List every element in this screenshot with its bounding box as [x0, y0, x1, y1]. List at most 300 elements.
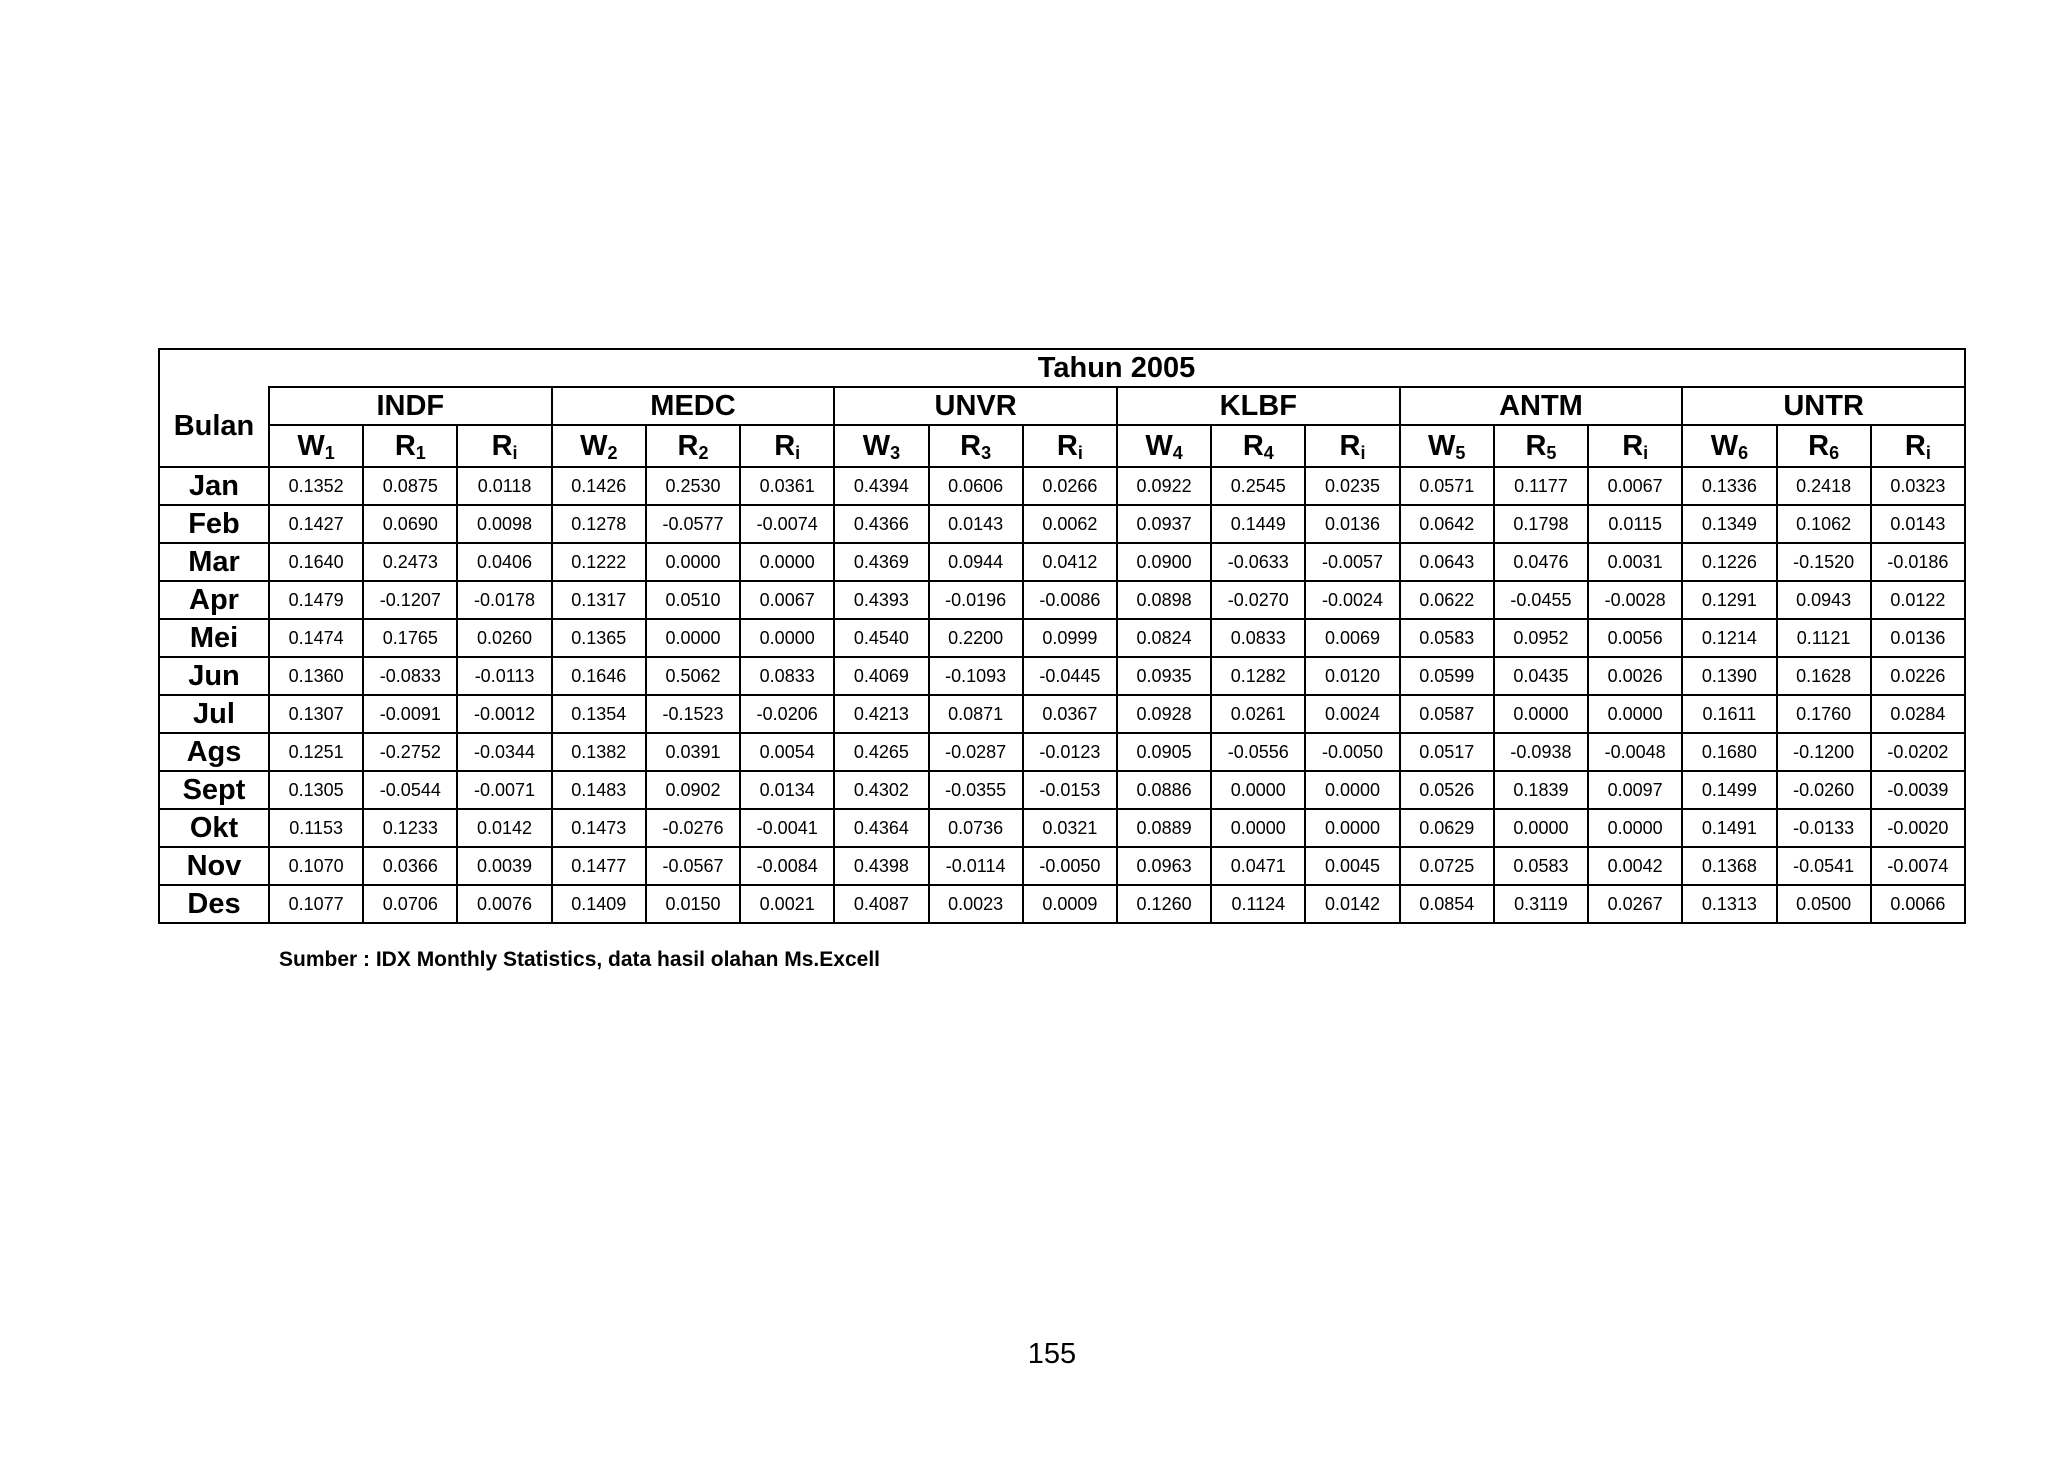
value-cell: 0.0583	[1494, 847, 1588, 885]
month-cell: Jan	[159, 467, 269, 505]
value-cell: 0.1483	[552, 771, 646, 809]
value-cell: 0.0066	[1871, 885, 1965, 923]
value-cell: 0.0875	[363, 467, 457, 505]
variable-subscript: i	[1360, 442, 1366, 463]
value-cell: -0.0071	[457, 771, 551, 809]
value-cell: 0.1477	[552, 847, 646, 885]
month-cell: Mar	[159, 543, 269, 581]
value-cell: 0.0476	[1494, 543, 1588, 581]
variable-symbol: W	[1145, 429, 1173, 462]
variable-header	[1023, 425, 1117, 467]
value-cell: 0.1278	[552, 505, 646, 543]
company-header-klbf: KLBF	[1117, 387, 1400, 425]
company-header-untr: UNTR	[1682, 387, 1965, 425]
variable-header	[1494, 425, 1588, 467]
value-cell: -0.0344	[457, 733, 551, 771]
bulan-header: Bulan	[159, 387, 269, 467]
value-cell: 0.0024	[1305, 695, 1399, 733]
value-cell: 0.1390	[1682, 657, 1776, 695]
value-cell: 0.0526	[1400, 771, 1494, 809]
company-header-unvr: UNVR	[834, 387, 1117, 425]
value-cell: 0.1426	[552, 467, 646, 505]
value-cell: 0.1798	[1494, 505, 1588, 543]
page-number: 155	[1027, 1338, 1077, 1370]
value-cell: 0.0045	[1305, 847, 1399, 885]
value-cell: 0.4366	[834, 505, 928, 543]
value-cell: 0.0871	[929, 695, 1023, 733]
value-cell: 0.1479	[269, 581, 363, 619]
value-cell: 0.4069	[834, 657, 928, 695]
value-cell: -0.0938	[1494, 733, 1588, 771]
variable-symbol: R	[1242, 429, 1264, 462]
value-cell: 0.1177	[1494, 467, 1588, 505]
variable-subscript: 4	[1263, 442, 1274, 463]
value-cell: 0.0999	[1023, 619, 1117, 657]
variable-header-row	[159, 425, 1965, 467]
value-cell: 0.0142	[1305, 885, 1399, 923]
value-cell: 0.0039	[457, 847, 551, 885]
variable-subscript: 6	[1829, 442, 1840, 463]
variable-symbol: R	[1904, 429, 1926, 462]
value-cell: 0.1409	[552, 885, 646, 923]
variable-subscript: 4	[1172, 442, 1183, 463]
value-cell: 0.0725	[1400, 847, 1494, 885]
value-cell: 0.1427	[269, 505, 363, 543]
month-cell: Feb	[159, 505, 269, 543]
table-row	[159, 733, 1965, 771]
value-cell: -0.0544	[363, 771, 457, 809]
variable-subscript: i	[795, 442, 801, 463]
value-cell: -0.0196	[929, 581, 1023, 619]
variable-symbol: R	[677, 429, 699, 462]
value-cell: -0.1520	[1777, 543, 1871, 581]
value-cell: 0.0321	[1023, 809, 1117, 847]
value-cell: 0.1352	[269, 467, 363, 505]
value-cell: 0.0622	[1400, 581, 1494, 619]
company-header-row	[159, 387, 1965, 425]
value-cell: 0.0226	[1871, 657, 1965, 695]
table-row	[159, 847, 1965, 885]
value-cell: 0.1765	[363, 619, 457, 657]
value-cell: 0.0136	[1871, 619, 1965, 657]
month-cell: Des	[159, 885, 269, 923]
variable-header	[1588, 425, 1682, 467]
month-cell: Jun	[159, 657, 269, 695]
month-cell: Apr	[159, 581, 269, 619]
variable-subscript: 6	[1738, 442, 1749, 463]
value-cell: 0.1214	[1682, 619, 1776, 657]
value-cell: 0.0922	[1117, 467, 1211, 505]
value-cell: 0.0000	[1305, 771, 1399, 809]
value-cell: 0.1382	[552, 733, 646, 771]
value-cell: 0.1640	[269, 543, 363, 581]
value-cell: 0.1839	[1494, 771, 1588, 809]
value-cell: 0.0583	[1400, 619, 1494, 657]
value-cell: 0.0928	[1117, 695, 1211, 733]
value-cell: 0.4087	[834, 885, 928, 923]
value-cell: 0.0000	[740, 543, 834, 581]
variable-symbol: W	[1428, 429, 1456, 462]
table-row	[159, 695, 1965, 733]
value-cell: 0.0937	[1117, 505, 1211, 543]
value-cell: 0.0056	[1588, 619, 1682, 657]
variable-symbol: R	[394, 429, 416, 462]
value-cell: 0.0435	[1494, 657, 1588, 695]
variable-symbol: R	[774, 429, 796, 462]
value-cell: 0.2530	[646, 467, 740, 505]
value-cell: -0.0050	[1023, 847, 1117, 885]
value-cell: -0.0202	[1871, 733, 1965, 771]
value-cell: 0.0000	[740, 619, 834, 657]
variable-header	[1400, 425, 1494, 467]
value-cell: 0.1499	[1682, 771, 1776, 809]
value-cell: -0.0084	[740, 847, 834, 885]
month-cell: Nov	[159, 847, 269, 885]
value-cell: 0.1354	[552, 695, 646, 733]
value-cell: 0.4394	[834, 467, 928, 505]
variable-subscript: 1	[324, 442, 335, 463]
variable-subscript: 3	[981, 442, 992, 463]
value-cell: 0.0833	[1211, 619, 1305, 657]
value-cell: 0.0706	[363, 885, 457, 923]
value-cell: -0.0039	[1871, 771, 1965, 809]
value-cell: 0.0009	[1023, 885, 1117, 923]
table-row	[159, 467, 1965, 505]
value-cell: 0.0000	[1588, 809, 1682, 847]
value-cell: 0.1251	[269, 733, 363, 771]
variable-header	[552, 425, 646, 467]
value-cell: -0.2752	[363, 733, 457, 771]
value-cell: 0.0076	[457, 885, 551, 923]
value-cell: 0.0367	[1023, 695, 1117, 733]
value-cell: -0.0186	[1871, 543, 1965, 581]
company-header-antm: ANTM	[1400, 387, 1683, 425]
value-cell: 0.0143	[929, 505, 1023, 543]
value-cell: -0.0028	[1588, 581, 1682, 619]
value-cell: -0.0057	[1305, 543, 1399, 581]
value-cell: 0.5062	[646, 657, 740, 695]
value-cell: 0.0120	[1305, 657, 1399, 695]
variable-subscript: i	[1925, 442, 1931, 463]
month-cell: Sept	[159, 771, 269, 809]
variable-header	[1777, 425, 1871, 467]
value-cell: 0.0235	[1305, 467, 1399, 505]
value-cell: -0.0260	[1777, 771, 1871, 809]
variable-header	[834, 425, 928, 467]
value-cell: -0.0123	[1023, 733, 1117, 771]
value-cell: 0.0069	[1305, 619, 1399, 657]
value-cell: 0.1282	[1211, 657, 1305, 695]
title-corner-cell	[159, 349, 269, 387]
value-cell: -0.0633	[1211, 543, 1305, 581]
variable-symbol: R	[1339, 429, 1361, 462]
value-cell: 0.0833	[740, 657, 834, 695]
value-cell: 0.1360	[269, 657, 363, 695]
value-cell: 0.1611	[1682, 695, 1776, 733]
value-cell: 0.1628	[1777, 657, 1871, 695]
company-header-medc: MEDC	[552, 387, 835, 425]
value-cell: -0.1523	[646, 695, 740, 733]
value-cell: 0.1226	[1682, 543, 1776, 581]
value-cell: -0.1207	[363, 581, 457, 619]
month-cell: Mei	[159, 619, 269, 657]
value-cell: 0.0000	[1211, 809, 1305, 847]
value-cell: 0.0736	[929, 809, 1023, 847]
variable-subscript: i	[1077, 442, 1083, 463]
value-cell: 0.0471	[1211, 847, 1305, 885]
value-cell: 0.0323	[1871, 467, 1965, 505]
value-cell: 0.0571	[1400, 467, 1494, 505]
value-cell: 0.0412	[1023, 543, 1117, 581]
value-cell: 0.0905	[1117, 733, 1211, 771]
value-cell: 0.2200	[929, 619, 1023, 657]
value-cell: -0.0091	[363, 695, 457, 733]
value-cell: 0.1473	[552, 809, 646, 847]
value-cell: 0.0031	[1588, 543, 1682, 581]
value-cell: 0.0643	[1400, 543, 1494, 581]
month-cell: Okt	[159, 809, 269, 847]
value-cell: -0.0270	[1211, 581, 1305, 619]
value-cell: 0.0943	[1777, 581, 1871, 619]
value-cell: -0.1093	[929, 657, 1023, 695]
value-cell: 0.0042	[1588, 847, 1682, 885]
value-cell: 0.0067	[740, 581, 834, 619]
value-cell: -0.0012	[457, 695, 551, 733]
value-cell: 0.2473	[363, 543, 457, 581]
value-cell: 0.0898	[1117, 581, 1211, 619]
value-cell: 0.0900	[1117, 543, 1211, 581]
value-cell: 0.3119	[1494, 885, 1588, 923]
value-cell: 0.0115	[1588, 505, 1682, 543]
month-cell: Ags	[159, 733, 269, 771]
value-cell: 0.0902	[646, 771, 740, 809]
value-cell: 0.1760	[1777, 695, 1871, 733]
value-cell: -0.0086	[1023, 581, 1117, 619]
value-cell: 0.0054	[740, 733, 834, 771]
variable-subscript: 5	[1455, 442, 1466, 463]
value-cell: 0.1291	[1682, 581, 1776, 619]
value-cell: 0.0097	[1588, 771, 1682, 809]
value-cell: 0.0587	[1400, 695, 1494, 733]
variable-subscript: 2	[698, 442, 709, 463]
variable-symbol: W	[1710, 429, 1739, 462]
variable-header	[269, 425, 363, 467]
value-cell: -0.0206	[740, 695, 834, 733]
value-cell: 0.0889	[1117, 809, 1211, 847]
value-cell: 0.0510	[646, 581, 740, 619]
value-cell: 0.0000	[1305, 809, 1399, 847]
value-cell: 0.0944	[929, 543, 1023, 581]
value-cell: 0.0136	[1305, 505, 1399, 543]
value-cell: 0.1365	[552, 619, 646, 657]
variable-symbol: W	[580, 429, 608, 462]
value-cell: 0.1222	[552, 543, 646, 581]
variable-symbol: R	[1808, 429, 1830, 462]
value-cell: 0.1124	[1211, 885, 1305, 923]
value-cell: -0.0133	[1777, 809, 1871, 847]
value-cell: 0.4393	[834, 581, 928, 619]
value-cell: 0.1153	[269, 809, 363, 847]
variable-subscript: 3	[890, 442, 901, 463]
value-cell: 0.0000	[1588, 695, 1682, 733]
variable-header	[929, 425, 1023, 467]
value-cell: 0.0886	[1117, 771, 1211, 809]
value-cell: 0.0690	[363, 505, 457, 543]
table-row	[159, 505, 1965, 543]
table-row	[159, 581, 1965, 619]
value-cell: -0.0048	[1588, 733, 1682, 771]
value-cell: 0.4364	[834, 809, 928, 847]
value-cell: 0.1070	[269, 847, 363, 885]
variable-symbol: W	[862, 429, 891, 462]
value-cell: 0.0606	[929, 467, 1023, 505]
variable-symbol: R	[1525, 429, 1547, 462]
value-cell: -0.1200	[1777, 733, 1871, 771]
value-cell: 0.0935	[1117, 657, 1211, 695]
value-cell: 0.0406	[457, 543, 551, 581]
value-cell: 0.1317	[552, 581, 646, 619]
variable-subscript: i	[512, 442, 518, 463]
value-cell: 0.1062	[1777, 505, 1871, 543]
value-cell: 0.1368	[1682, 847, 1776, 885]
value-cell: -0.0020	[1871, 809, 1965, 847]
value-cell: 0.0391	[646, 733, 740, 771]
table-row	[159, 543, 1965, 581]
value-cell: 0.1121	[1777, 619, 1871, 657]
variable-symbol: R	[1056, 429, 1078, 462]
value-cell: 0.4540	[834, 619, 928, 657]
variable-header	[1871, 425, 1965, 467]
value-cell: 0.1305	[269, 771, 363, 809]
value-cell: 0.0261	[1211, 695, 1305, 733]
source-note: Sumber : IDX Monthly Statistics, data hasil olahan Ms.Excell	[279, 948, 880, 971]
table-row	[159, 885, 1965, 923]
value-cell: -0.0050	[1305, 733, 1399, 771]
variable-header	[363, 425, 457, 467]
value-cell: 0.0000	[1494, 809, 1588, 847]
value-cell: 0.1491	[1682, 809, 1776, 847]
value-cell: 0.0062	[1023, 505, 1117, 543]
value-cell: 0.0361	[740, 467, 834, 505]
value-cell: -0.0355	[929, 771, 1023, 809]
variable-header	[646, 425, 740, 467]
value-cell: 0.0134	[740, 771, 834, 809]
value-cell: 0.0098	[457, 505, 551, 543]
table-row	[159, 657, 1965, 695]
variable-header	[1305, 425, 1399, 467]
value-cell: 0.0260	[457, 619, 551, 657]
variable-symbol: W	[297, 429, 325, 462]
variable-symbol: R	[1622, 429, 1644, 462]
stock-return-table	[158, 348, 1966, 924]
variable-subscript: 5	[1546, 442, 1557, 463]
value-cell: 0.0026	[1588, 657, 1682, 695]
table-row	[159, 619, 1965, 657]
table-row	[159, 771, 1965, 809]
value-cell: 0.0142	[457, 809, 551, 847]
value-cell: -0.0445	[1023, 657, 1117, 695]
value-cell: -0.0567	[646, 847, 740, 885]
value-cell: 0.1349	[1682, 505, 1776, 543]
value-cell: 0.0021	[740, 885, 834, 923]
value-cell: 0.0143	[1871, 505, 1965, 543]
variable-subscript: 2	[607, 442, 618, 463]
value-cell: 0.1680	[1682, 733, 1776, 771]
value-cell: -0.0114	[929, 847, 1023, 885]
value-cell: 0.0642	[1400, 505, 1494, 543]
value-cell: -0.0074	[1871, 847, 1965, 885]
value-cell: 0.0150	[646, 885, 740, 923]
value-cell: -0.0276	[646, 809, 740, 847]
value-cell: 0.0366	[363, 847, 457, 885]
variable-subscript: 1	[415, 442, 426, 463]
variable-header	[1682, 425, 1776, 467]
value-cell: -0.0074	[740, 505, 834, 543]
table-title: Tahun 2005	[269, 349, 1965, 387]
value-cell: 0.0266	[1023, 467, 1117, 505]
table-title-row	[159, 349, 1965, 387]
value-cell: 0.1307	[269, 695, 363, 733]
value-cell: 0.1336	[1682, 467, 1776, 505]
value-cell: 0.0000	[1494, 695, 1588, 733]
value-cell: -0.0833	[363, 657, 457, 695]
value-cell: -0.0024	[1305, 581, 1399, 619]
value-cell: 0.4302	[834, 771, 928, 809]
value-cell: 0.1233	[363, 809, 457, 847]
value-cell: -0.0113	[457, 657, 551, 695]
value-cell: 0.1474	[269, 619, 363, 657]
value-cell: 0.1646	[552, 657, 646, 695]
value-cell: 0.1260	[1117, 885, 1211, 923]
value-cell: 0.0000	[1211, 771, 1305, 809]
variable-subscript: i	[1643, 442, 1649, 463]
table-row	[159, 809, 1965, 847]
value-cell: -0.0541	[1777, 847, 1871, 885]
variable-header	[1211, 425, 1305, 467]
variable-symbol: R	[960, 429, 982, 462]
value-cell: 0.0963	[1117, 847, 1211, 885]
value-cell: -0.0287	[929, 733, 1023, 771]
value-cell: 0.4213	[834, 695, 928, 733]
value-cell: 0.0122	[1871, 581, 1965, 619]
value-cell: 0.1077	[269, 885, 363, 923]
value-cell: -0.0178	[457, 581, 551, 619]
value-cell: 0.4265	[834, 733, 928, 771]
value-cell: -0.0455	[1494, 581, 1588, 619]
variable-header	[1117, 425, 1211, 467]
value-cell: 0.0000	[646, 543, 740, 581]
value-cell: 0.0023	[929, 885, 1023, 923]
value-cell: 0.0000	[646, 619, 740, 657]
value-cell: 0.2545	[1211, 467, 1305, 505]
value-cell: 0.4398	[834, 847, 928, 885]
value-cell: 0.0517	[1400, 733, 1494, 771]
variable-header	[740, 425, 834, 467]
value-cell: 0.0118	[457, 467, 551, 505]
value-cell: -0.0041	[740, 809, 834, 847]
value-cell: 0.0067	[1588, 467, 1682, 505]
variable-header	[457, 425, 551, 467]
value-cell: 0.0824	[1117, 619, 1211, 657]
value-cell: -0.0577	[646, 505, 740, 543]
value-cell: 0.2418	[1777, 467, 1871, 505]
value-cell: 0.4369	[834, 543, 928, 581]
value-cell: 0.0629	[1400, 809, 1494, 847]
value-cell: 0.1449	[1211, 505, 1305, 543]
month-cell: Jul	[159, 695, 269, 733]
value-cell: 0.1313	[1682, 885, 1776, 923]
value-cell: -0.0153	[1023, 771, 1117, 809]
